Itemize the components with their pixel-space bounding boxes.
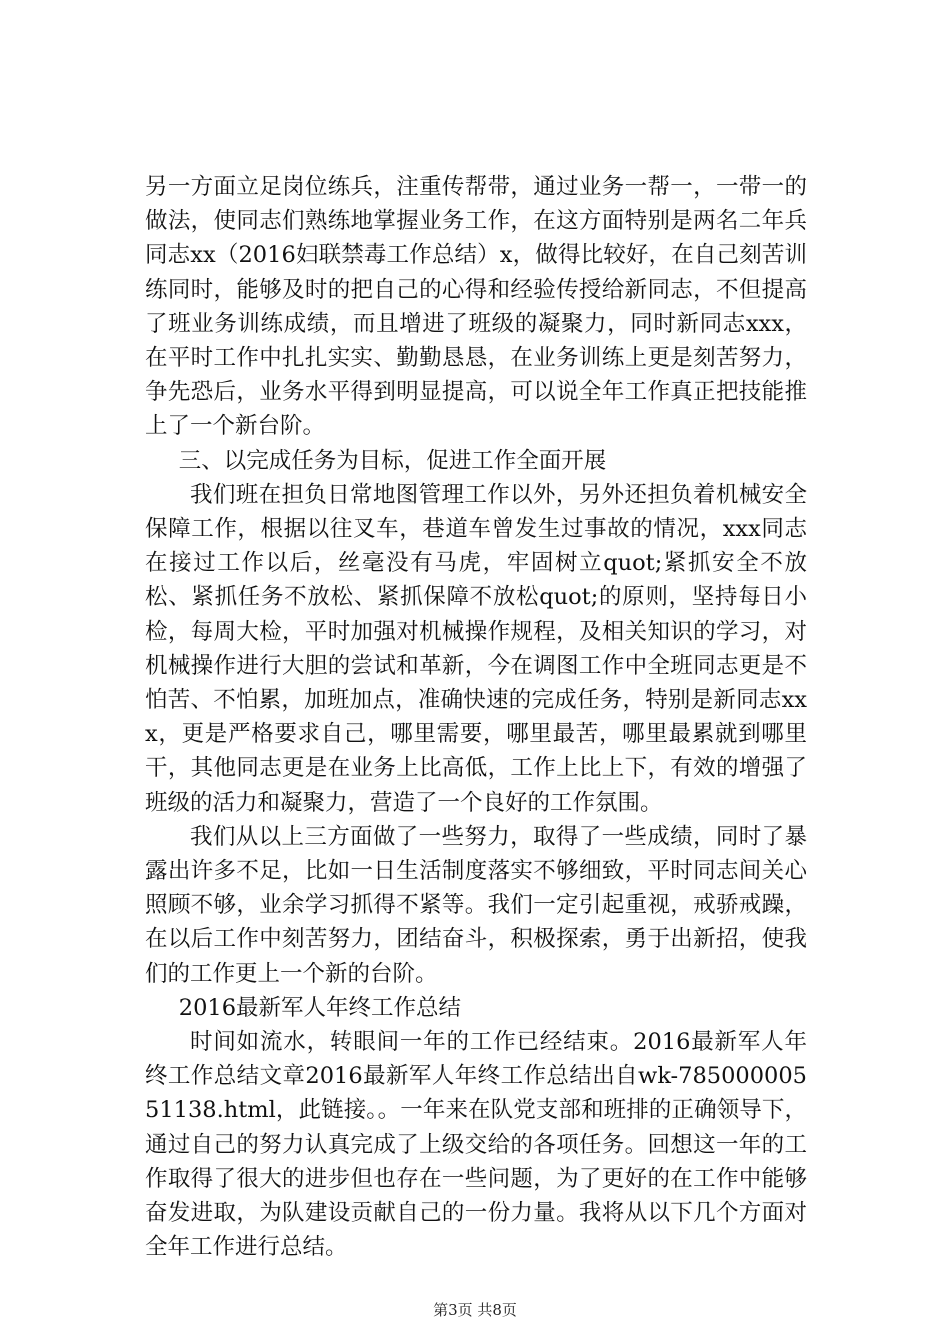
paragraph-intro: 时间如流水，转眼间一年的工作已经结束。2016最新军人年终工作总结文章2016最新军人年终工作总结出自wk-78500000551138.html，此链接。。一年来在队党支部和班排的正确领导下，通过自己的努力认真完成了上级交给的各项任务。回想这一年的工作取得了很大的进步但也存在一些问题，为了更好的在工作中能够奋发进取，为队建设贡献自己的一份力量。我将从以下几个方面对全年工作进行总结。 — [145, 1029, 807, 1261]
paragraph-shortcomings: 我们从以上三方面做了一些努力，取得了一些成绩，同时了暴露出许多不足，比如一日生活制度落实不够细致，平时同志间关心照顾不够，业余学习抓得不紧等。我们一定引起重视，戒骄戒躁，在以后工作中刻苦努力，团结奋斗，积极探索，勇于出新招，使我们的工作更上一个新的台阶。 — [145, 823, 807, 987]
article-title: 2016最新军人年终工作总结 — [178, 994, 462, 1021]
section-heading-three: 三、以完成任务为目标，促进工作全面开展 — [178, 447, 607, 474]
paragraph-safety: 我们班在担负日常地图管理工作以外，另外还担负着机械安全保障工作，根据以往叉车，巷道车曾发生过事故的情况，xxx同志在接过工作以后，丝毫没有马虎，牢固树立quot;紧抓安全不放松、紧抓任务不放松、紧抓保障不放松quot;的原则，坚持每日小检，每周大检，平时加强对机械操作规程，及相关知识的学习，对机械操作进行大胆的尝试和革新，今在调图工作中全班同志更是不怕苦、不怕累，加班加点，准确快速的完成任务，特别是新同志xxx，更是严格要求自己，哪里需要，哪里最苦，哪里最累就到哪里干，其他同志更是在业务上比高低，工作上比上下，有效的增强了班级的活力和凝聚力，营造了一个良好的工作氛围。 — [145, 481, 807, 816]
page-number-footer: 第3页 共8页 — [433, 1301, 517, 1319]
document-body — [145, 170, 807, 1265]
paragraph-training: 另一方面立足岗位练兵，注重传帮带，通过业务一帮一，一带一的做法，使同志们熟练地掌握业务工作，在这方面特别是两名二年兵同志xx（2016妇联禁毒工作总结）x，做得比较好，在自己刻苦训练同时，能够及时的把自己的心得和经验传授给新同志，不但提高了班业务训练成绩，而且增进了班级的凝聚力，同时新同志xxx，在平时工作中扎扎实实、勤勤恳恳，在业务训练上更是刻苦努力，争先恐后，业务水平得到明显提高，可以说全年工作真正把技能推上了一个新台阶。 — [145, 174, 807, 440]
